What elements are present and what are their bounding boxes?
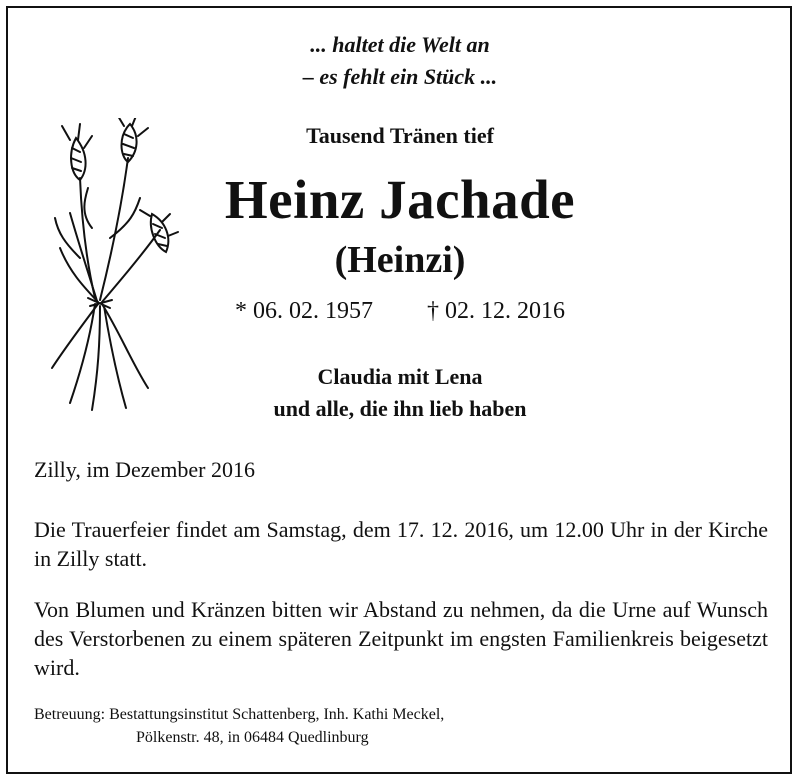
tagline: Tausend Tränen tief	[306, 123, 494, 148]
place-date: Zilly, im Dezember 2016	[34, 457, 255, 482]
undertaker-line-2: Pölkenstr. 48, in 06484 Quedlinburg	[136, 729, 369, 746]
quote-line-1: ... haltet die Welt an	[310, 32, 490, 57]
mourners-line-2: und alle, die ihn lieb haben	[273, 396, 527, 421]
quote-line-2: – es fehlt ein Stück ...	[302, 64, 498, 89]
undertaker-line-1: Betreuung: Bestattungsinstitut Schattenberg, Inh. Kathi Meckel,	[34, 706, 445, 723]
birth-date: * 06. 02. 1957	[235, 298, 373, 324]
deceased-nickname: (Heinzi)	[334, 239, 466, 281]
funeral-paragraph: Die Trauerfeier findet am Samstag, dem 17. 12. 2016, um 12.00 Uhr in der Kirche in Zilly statt.	[34, 517, 768, 571]
death-date: † 02. 12. 2016	[427, 298, 565, 324]
flowers-paragraph: Von Blumen und Kränzen bitten wir Abstand zu nehmen, da die Urne auf Wunsch des Verstorbenen zu einem späteren Zeitpunkt im engsten Familienkreis beigesetzt wird.	[34, 597, 768, 680]
life-dates	[0, 298, 800, 325]
mourners-line-1: Claudia mit Lena	[317, 364, 483, 389]
deceased-name: Heinz Jachade	[224, 169, 576, 230]
